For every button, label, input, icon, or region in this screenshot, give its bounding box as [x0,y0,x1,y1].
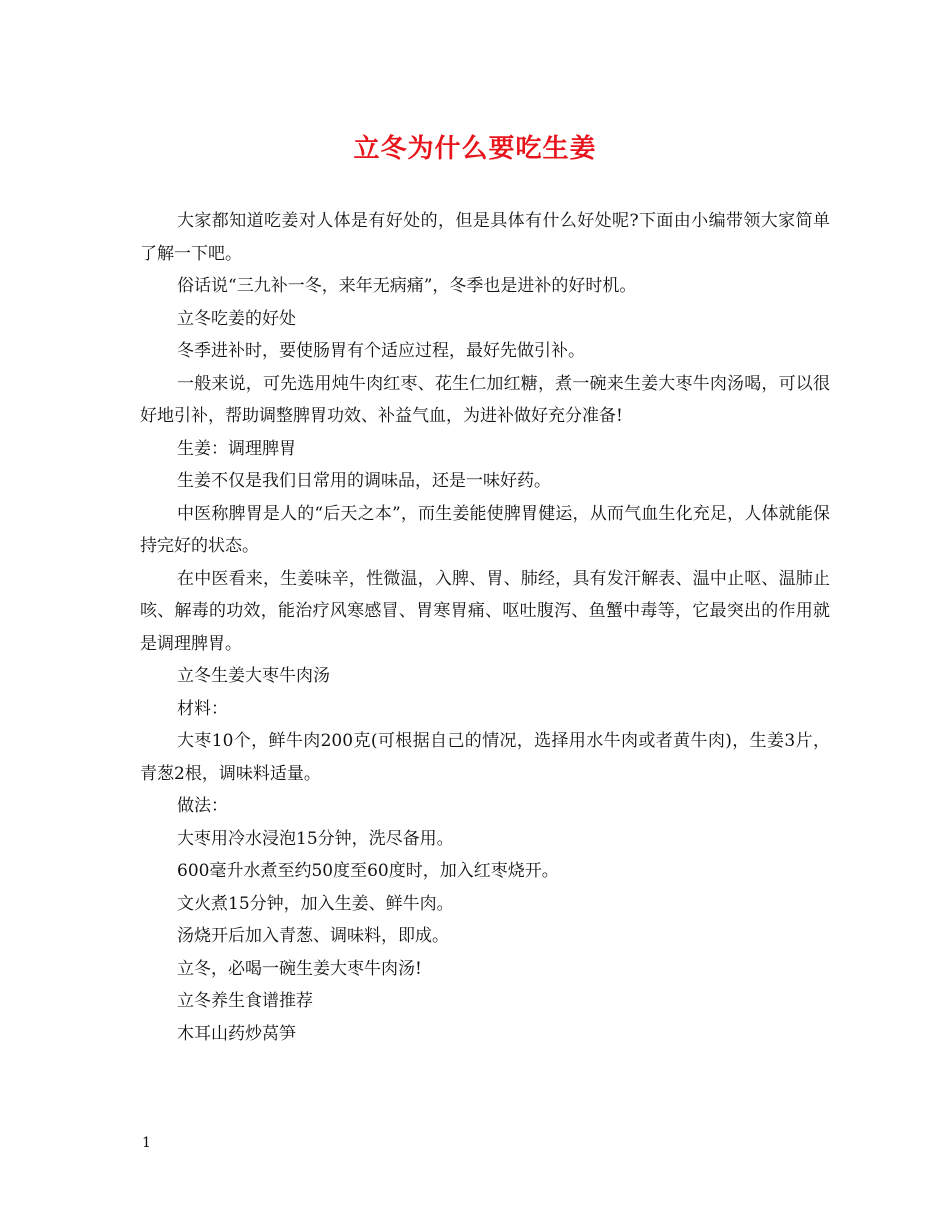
paragraph: 大枣10个，鲜牛肉200克(可根据自己的情况，选择用水牛肉或者黄牛肉)，生姜3片，青葱2根，调味料适量。 [140,731,830,784]
paragraph: 冬季进补时，要使肠胃有个适应过程，最好先做引补。 [177,341,585,361]
paragraph: 在中医看来，生姜味辛，性微温，入脾、胃、肺经，具有发汗解表、温中止呕、温肺止咳、解毒的功效，能治疗风寒感冒、胃寒胃痛、呕吐腹泻、鱼蟹中毒等，它最突出的作用就是调理脾胃。 [140,568,830,654]
paragraph: 文火煮15分钟，加入生姜、鲜牛肉。 [177,893,454,914]
document-body [140,205,830,1050]
paragraph: 汤烧开后加入青葱、调味料，即成。 [177,926,449,946]
paragraph: 做法： [177,796,228,816]
paragraph: 木耳山药炒莴笋 [177,1023,296,1044]
paragraph: 立冬，必喝一碗生姜大枣牛肉汤! [177,958,422,979]
section-heading: 立冬吃姜的好处 [177,308,296,329]
paragraph: 材料： [177,698,228,719]
paragraph: 大家都知道吃姜对人体是有好处的，但是具体有什么好处呢?下面由小编带领大家简单了解一下吧。 [140,211,830,264]
section-heading: 立冬养生食谱推荐 [177,991,313,1011]
page-number: 1 [142,1135,151,1151]
paragraph: 600毫升水煮至约50度至60度时，加入红枣烧开。 [177,861,559,881]
paragraph: 俗话说“三九补一冬，来年无病痛”，冬季也是进补的好时机。 [177,276,637,296]
section-heading: 立冬生姜大枣牛肉汤 [177,666,330,686]
paragraph: 大枣用冷水浸泡15分钟，洗尽备用。 [177,828,454,849]
section-heading: 生姜：调理脾胃 [177,438,296,459]
paragraph: 生姜不仅是我们日常用的调味品，还是一味好药。 [177,471,551,491]
paragraph: 一般来说，可先选用炖牛肉红枣、花生仁加红糖，煮一碗来生姜大枣牛肉汤喝，可以很好地引补，帮助调整脾胃功效、补益气血，为进补做好充分准备! [140,373,830,426]
paragraph: 中医称脾胃是人的“后天之本”，而生姜能使脾胃健运，从而气血生化充足，人体就能保持完好的状态。 [140,503,830,556]
document-title: 立冬为什么要吃生姜 [353,134,597,164]
